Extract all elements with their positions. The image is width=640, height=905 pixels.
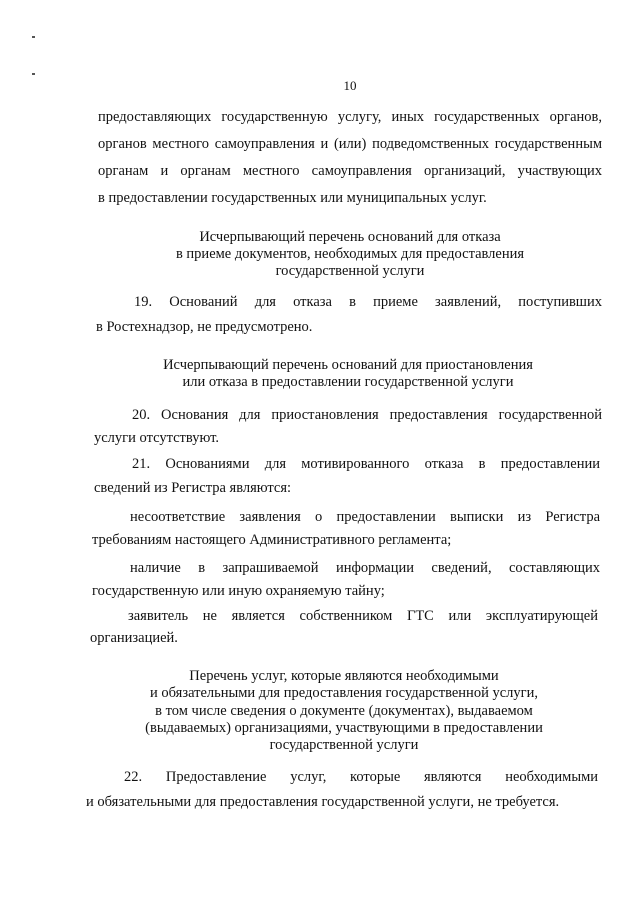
paragraph-line: органам и органам местного самоуправления организаций, участвующих [98,163,602,179]
paragraph-line: услуги отсутствуют. [94,430,219,446]
page-number: 10 [343,78,357,93]
list-item-line: несоответствие заявления о предоставлении выписки из Регистра [130,509,600,525]
section-heading: государственной услуги [269,737,419,753]
paragraph-line: и обязательными для предоставления государственной услуги, не требуется. [86,794,560,810]
list-item-line: организацией. [90,630,178,646]
scan-mark [32,36,35,38]
section-heading: и обязательными для предоставления государственной услуги, [150,685,538,701]
section-heading: государственной услуги [275,263,425,279]
paragraph-line: органов местного самоуправления и (или) подведомственных государственным [98,136,602,152]
paragraph-line: в Ростехнадзор, не предусмотрено. [96,319,313,335]
paragraph-line: 19. Оснований для отказа в приеме заявлений, поступивших [134,294,602,310]
section-heading: или отказа в предоставлении государственной услуги [182,374,514,390]
section-heading: Исчерпывающий перечень оснований для приостановления [163,357,533,373]
paragraph-line: предоставляющих государственную услугу, иных государственных органов, [98,109,602,125]
paragraph-line: сведений из Регистра являются: [94,480,292,496]
section-heading: в том числе сведения о документе (документах), выдаваемом [155,703,533,719]
list-item-line: государственную или иную охраняемую тайну; [92,583,385,599]
scan-mark [32,73,35,75]
section-heading: Перечень услуг, которые являются необходимыми [189,668,499,684]
list-item-line: требованиям настоящего Административного регламента; [92,532,452,548]
paragraph-line: 21. Основаниями для мотивированного отказа в предоставлении [132,456,600,472]
section-heading: Исчерпывающий перечень оснований для отказа [199,229,501,245]
list-item-line: заявитель не является собственником ГТС или эксплуатирующей [128,608,598,624]
section-heading: (выдаваемых) организациями, участвующими в предоставлении [145,720,543,736]
list-item-line: наличие в запрашиваемой информации сведений, составляющих [130,560,600,576]
paragraph-line: 22. Предоставление услуг, которые являются необходимыми [124,769,598,785]
paragraph-line: в предоставлении государственных или муниципальных услуг. [98,190,487,206]
paragraph-line: 20. Основания для приостановления предоставления государственной [132,407,602,423]
section-heading: в приеме документов, необходимых для предоставления [175,246,525,262]
